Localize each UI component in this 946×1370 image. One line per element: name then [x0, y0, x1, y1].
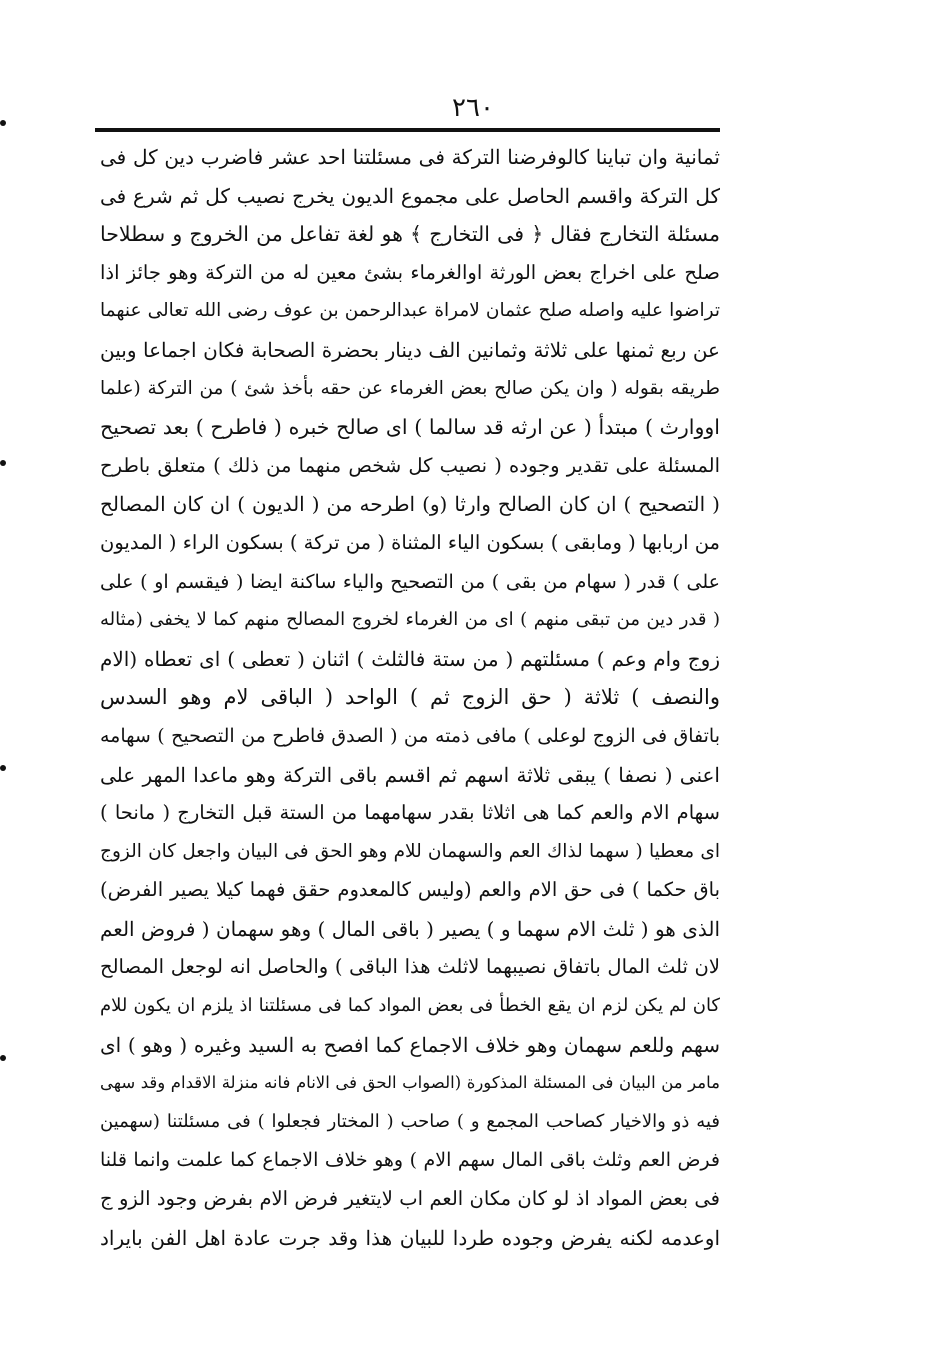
text-line: اى معطيا ( سهما لذاك العم والسهمان للام وهو الحق فى البيان واجعل كان الزوج [100, 840, 720, 862]
text-line: مامر من البيان فى المسئلة المذكورة (الصواب الحق فى الانام فانه منزلة الاقدام وقد سهى [100, 1073, 720, 1093]
text-line: ( التصحيح ) ان كان الصالح وارثا (و) اطرحه من ( الديون ) ان كان المصالح [100, 492, 720, 517]
text-line: والنصف ) ثلاثة ( حق الزوج ثم ) الواحد ( الباقى لام وهو السدس [100, 685, 720, 710]
text-line: زوج وام وعم ) مسئلتهم ( من ستة فالثلث ) اثنان ( تعطى ) اى تعطاه (الام [100, 646, 720, 671]
text-line: ثمانية وان تباينا كالوفرضنا التركة فى مسئلتنا احد عشر فاضرب دين كل فى [100, 145, 720, 169]
page-number: ٢٦٠ [452, 93, 494, 123]
text-line: المسئلة على تقدير وجوده ( نصيب كل شخص منهما من ذلك ) متعلق باطرح [100, 453, 720, 477]
text-line: فرض العم وثلث باقى المال سهم الام ) وهو خلاف الاجماع كما علمت وانما قلنا [100, 1149, 720, 1172]
text-line: لان ثلث المال باتفاق نصيبهما لاثلث هذا الباقى ) والحاصل انه لوجعل المصالح [100, 955, 720, 979]
text-line: باق حكما ) فى حق الام والعم (وليس كالمعدوم حقق فهما كيلا يصير الفرض) [100, 878, 720, 902]
text-line: فيه ذو والاخيار كصاحب المجمع و ) صاحب ( المختار فجعلوا ) فى مسئلتنا (سهمين [100, 1110, 720, 1132]
text-line: مسئلة التخارج فقال ﴿ فى التخارج ﴾ هو لغة تفاعل من الخروج و سطلاحا [100, 222, 720, 247]
text-line: فى بعض المواد اذ لو كان مكان العم اب لايتغير فرض الام بفرض وجود الزو ج [100, 1187, 720, 1211]
text-line: سهام الام والعم كما هى اثلاثا بقدر سهامهما من الستة قبل التخارج ( مانحا ) [100, 801, 720, 825]
text-line: الذى هو ( ثلث الام سهما و ) يصير ( باقى المال ) وهو سهمان ( فروض العم [100, 916, 720, 941]
scan-margin-dot [0, 1055, 6, 1061]
text-line: طريقه بقوله ( وان يكن صالح بعض الغرماء عن حقه بأخذ شئ ) من التركة (علما [100, 377, 720, 399]
text-line: عن ربع ثمنها على ثلاثة وثمانين الف دينار بحضرة الصحابة فكان اجماعا وبين [100, 337, 720, 362]
text-line: كل التركة واقسم الحاصل على مجموع الديون يخرج نصيب كل ثم شرع فى [100, 183, 720, 208]
scan-margin-dot [0, 765, 6, 771]
text-line: على ) قدر ( سهام من بقى ) من التصحيح والياء ساكنة ايضا ( فيقسم او ) على [100, 570, 720, 593]
text-line: باتفاق فى الزوج لوعلى ) مافى ذمته من ( الصدق فاطرح من التصحيح ) سهامه [100, 724, 720, 747]
body-text [100, 138, 720, 1257]
text-line: من اربابها ( ومابقى ) بسكون الياء المثناة ( من تركة ) بسكون الراء ( المديون [100, 530, 720, 554]
text-line: اوعدمه لكنه يفرض وجوده طردا للبيان هذا وقد جرت عادة اهل الفن بايراد [100, 1225, 720, 1250]
header-rule [95, 128, 720, 132]
text-line: صلح على اخراج بعض الورثة اوالغرماء بشئ معين له من التركة وهو جائز اذا [100, 260, 720, 284]
text-line: ( قدر دين من تبقى منهم ) اى من الغرماء لخروج المصالح منهم كما لا يخفى (مثاله [100, 609, 720, 631]
text-line: كان لم يكن لزم ان يقع الخطأ فى بعض المواد كما فى مسئلتنا اذ يلزم ان يكون للام [100, 995, 720, 1017]
text-line: اووارث ) مبتدأ ( عن ارثه قد سالما ) اى صالح خبره ( فاطرح ) بعد تصحيح [100, 415, 720, 440]
text-line: سهم وللعم سهمان وهو خلاف الاجماع كما افصح به السيد وغيره ( وهو ) اى [100, 1032, 720, 1057]
scan-margin-dot [0, 120, 6, 126]
scan-margin-dot [0, 460, 6, 466]
text-line: تراضوا عليه واصله صلح عثمان لامراة عبدالرحمن بن عوف رضى الله تعالى عنهما [100, 300, 720, 322]
text-line: اعنى ( نصفا ) يبقى ثلاثة اسهم ثم اقسم باقى التركة وهو ماعدا المهر على [100, 762, 720, 787]
